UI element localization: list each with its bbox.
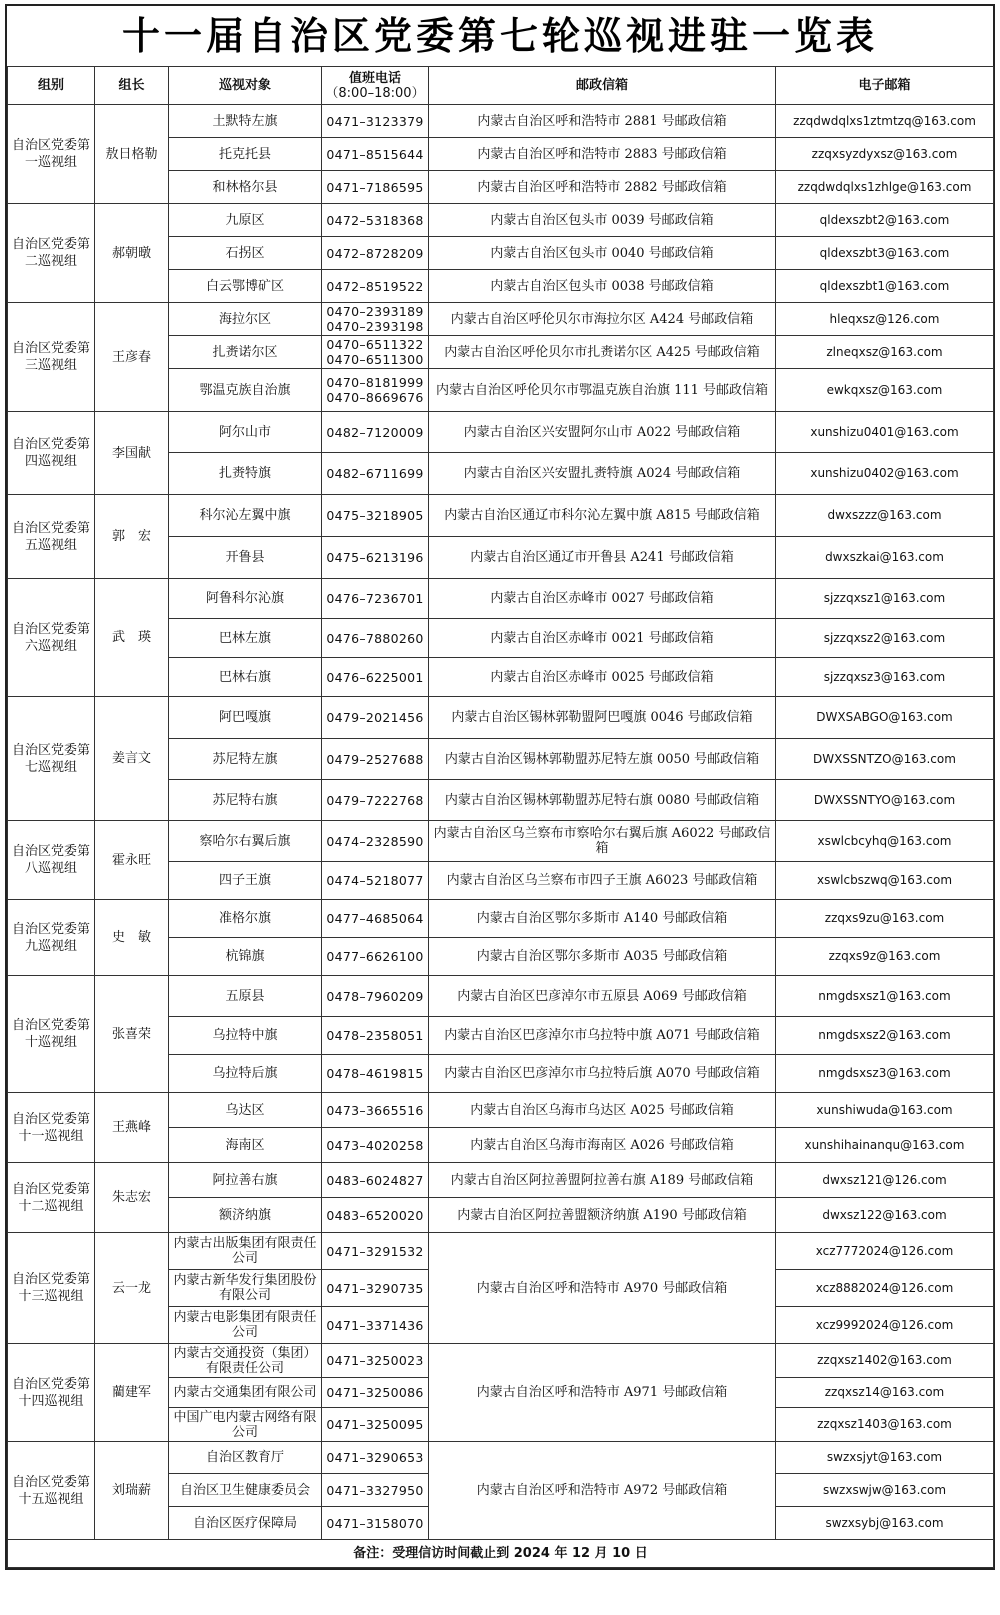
postal-mailbox: 内蒙古自治区包头市 0038 号邮政信箱 [429, 270, 776, 303]
email-address: dwxsz122@163.com [776, 1198, 994, 1233]
inspection-target: 鄂温克族自治旗 [169, 369, 322, 412]
duty-phone-cell [322, 976, 429, 1017]
inspection-target: 内蒙古交通投资（集团）有限责任公司 [169, 1344, 322, 1378]
inspection-target: 四子王旗 [169, 862, 322, 900]
email-address: dwxszkai@163.com [776, 537, 994, 579]
group-leader: 郭 宏 [95, 495, 169, 579]
table-row [8, 204, 994, 237]
group-leader: 郝朝暾 [95, 204, 169, 303]
group-leader: 藺建军 [95, 1344, 169, 1442]
duty-phone-cell [322, 1093, 429, 1128]
email-address: qldexszbt1@163.com [776, 270, 994, 303]
email-address: swzxsjyt@163.com [776, 1442, 994, 1474]
email-address: swzxswjw@163.com [776, 1474, 994, 1507]
group-leader: 史 敏 [95, 900, 169, 976]
table-row [8, 1163, 994, 1198]
duty-phone: 0482–6711699 [326, 466, 424, 481]
duty-phone: 0471–3371436 [326, 1317, 424, 1333]
postal-mailbox: 内蒙古自治区锡林郭勒盟苏尼特右旗 0080 号邮政信箱 [429, 780, 776, 821]
duty-phone-cell [322, 204, 429, 237]
inspection-target: 察哈尔右翼后旗 [169, 821, 322, 862]
postal-mailbox: 内蒙古自治区乌兰察布市察哈尔右翼后旗 A6022 号邮政信箱 [429, 821, 776, 862]
inspection-target: 土默特左旗 [169, 105, 322, 138]
inspection-target: 开鲁县 [169, 537, 322, 579]
inspection-target: 苏尼特左旗 [169, 739, 322, 780]
email-address: xcz9992024@126.com [776, 1307, 994, 1344]
postal-mailbox: 内蒙古自治区呼和浩特市 2883 号邮政信箱 [429, 138, 776, 171]
table-row [8, 1233, 994, 1270]
postal-mailbox: 内蒙古自治区赤峰市 0025 号邮政信箱 [429, 658, 776, 697]
group-leader: 敖日格勒 [95, 105, 169, 204]
inspection-target: 内蒙古电影集团有限责任公司 [169, 1307, 322, 1344]
inspection-target: 海拉尔区 [169, 303, 322, 336]
duty-phone-cell [322, 821, 429, 862]
duty-phone-cell [322, 1128, 429, 1163]
header-phone-hours: （8:00–18:00） [325, 85, 425, 101]
duty-phone-cell [322, 369, 429, 412]
header-email: 电子邮箱 [776, 67, 994, 105]
table-row [8, 1093, 994, 1128]
inspection-target: 内蒙古新华发行集团股份有限公司 [169, 1270, 322, 1307]
duty-phone-cell [322, 1408, 429, 1442]
postal-mailbox: 内蒙古自治区阿拉善盟阿拉善右旗 A189 号邮政信箱 [429, 1163, 776, 1198]
postal-mailbox: 内蒙古自治区呼和浩特市 A972 号邮政信箱 [429, 1442, 776, 1540]
group-leader: 武 瑛 [95, 579, 169, 697]
postal-mailbox: 内蒙古自治区锡林郭勒盟阿巴嘎旗 0046 号邮政信箱 [429, 697, 776, 739]
inspection-target: 九原区 [169, 204, 322, 237]
group-name: 自治区党委第七巡视组 [8, 697, 95, 821]
email-address: zzqxsz1403@163.com [776, 1408, 994, 1442]
duty-phone: 0470–8181999 [326, 375, 424, 390]
inspection-target: 乌达区 [169, 1093, 322, 1128]
table-row [8, 495, 994, 537]
inspection-target: 乌拉特中旗 [169, 1017, 322, 1055]
duty-phone: 0473–4020258 [326, 1137, 424, 1153]
inspection-target: 阿尔山市 [169, 412, 322, 453]
duty-phone: 0471–3327950 [326, 1482, 424, 1498]
postal-mailbox: 内蒙古自治区巴彦淖尔市乌拉特后旗 A070 号邮政信箱 [429, 1055, 776, 1093]
email-address: zzqxs9zu@163.com [776, 900, 994, 938]
duty-phone: 0483–6024827 [326, 1172, 424, 1188]
postal-mailbox: 内蒙古自治区兴安盟扎赉特旗 A024 号邮政信箱 [429, 453, 776, 495]
duty-phone: 0471–3250095 [326, 1417, 424, 1432]
group-leader: 云一龙 [95, 1233, 169, 1344]
postal-mailbox: 内蒙古自治区赤峰市 0021 号邮政信箱 [429, 619, 776, 658]
inspection-target: 巴林右旗 [169, 658, 322, 697]
duty-phone-cell [322, 1198, 429, 1233]
email-address: nmgdsxsz1@163.com [776, 976, 994, 1017]
inspection-target: 阿巴嘎旗 [169, 697, 322, 739]
group-name: 自治区党委第五巡视组 [8, 495, 95, 579]
postal-mailbox: 内蒙古自治区呼伦贝尔市鄂温克族自治旗 111 号邮政信箱 [429, 369, 776, 412]
table-row [8, 900, 994, 938]
postal-mailbox: 内蒙古自治区呼和浩特市 A970 号邮政信箱 [429, 1233, 776, 1344]
duty-phone: 0470–6511300 [326, 352, 424, 367]
email-address: xunshiwuda@163.com [776, 1093, 994, 1128]
email-address: dwxszzz@163.com [776, 495, 994, 537]
email-address: xcz7772024@126.com [776, 1233, 994, 1270]
duty-phone-cell [322, 1344, 429, 1378]
duty-phone: 0471–3250086 [326, 1385, 424, 1400]
duty-phone: 0472–8519522 [326, 278, 424, 294]
email-address: dwxsz121@126.com [776, 1163, 994, 1198]
group-name: 自治区党委第十五巡视组 [8, 1442, 95, 1540]
postal-mailbox: 内蒙古自治区兴安盟阿尔山市 A022 号邮政信箱 [429, 412, 776, 453]
postal-mailbox: 内蒙古自治区巴彦淖尔市五原县 A069 号邮政信箱 [429, 976, 776, 1017]
inspection-target: 准格尔旗 [169, 900, 322, 938]
duty-phone: 0477–6626100 [326, 949, 424, 964]
inspection-target: 中国广电内蒙古网络有限公司 [169, 1408, 322, 1442]
table-row [8, 579, 994, 619]
duty-phone-cell [322, 1270, 429, 1307]
duty-phone-cell [322, 658, 429, 697]
inspection-target: 额济纳旗 [169, 1198, 322, 1233]
email-address: zzqxsz14@163.com [776, 1378, 994, 1408]
duty-phone: 0475–3218905 [326, 508, 424, 523]
duty-phone: 0482–7120009 [326, 424, 424, 440]
note-row [8, 1540, 994, 1568]
group-name: 自治区党委第三巡视组 [8, 303, 95, 412]
email-address: hleqxsz@126.com [776, 303, 994, 336]
duty-phone: 0477–4685064 [326, 911, 424, 926]
inspection-target: 杭锦旗 [169, 938, 322, 976]
inspection-target: 石拐区 [169, 237, 322, 270]
footer-note: 备注：受理信访时间截止到 2024 年 12 月 10 日 [8, 1540, 994, 1568]
email-address: xswlcbszwq@163.com [776, 862, 994, 900]
duty-phone: 0470–2393198 [326, 319, 424, 334]
duty-phone: 0479–2527688 [326, 751, 424, 767]
email-address: sjzzqxsz3@163.com [776, 658, 994, 697]
group-name: 自治区党委第六巡视组 [8, 579, 95, 697]
group-leader: 王彦春 [95, 303, 169, 412]
group-name: 自治区党委第九巡视组 [8, 900, 95, 976]
inspection-target: 托克托县 [169, 138, 322, 171]
document-page [5, 4, 995, 1570]
email-address: nmgdsxsz2@163.com [776, 1017, 994, 1055]
group-leader: 王燕峰 [95, 1093, 169, 1163]
inspection-target: 海南区 [169, 1128, 322, 1163]
duty-phone-cell [322, 1442, 429, 1474]
inspection-target: 自治区卫生健康委员会 [169, 1474, 322, 1507]
email-address: DWXSSNTYO@163.com [776, 780, 994, 821]
email-address: zzqxsz1402@163.com [776, 1344, 994, 1378]
duty-phone: 0471–3123379 [326, 113, 424, 129]
duty-phone-cell [322, 171, 429, 204]
email-address: xunshizu0401@163.com [776, 412, 994, 453]
group-leader: 朱志宏 [95, 1163, 169, 1233]
group-name: 自治区党委第十一巡视组 [8, 1093, 95, 1163]
duty-phone-cell [322, 1378, 429, 1408]
table-row [8, 697, 994, 739]
inspection-target: 五原县 [169, 976, 322, 1017]
duty-phone: 0470–8669676 [326, 390, 424, 405]
inspection-target: 白云鄂博矿区 [169, 270, 322, 303]
duty-phone: 0476–6225001 [326, 669, 424, 685]
postal-mailbox: 内蒙古自治区呼和浩特市 A971 号邮政信箱 [429, 1344, 776, 1442]
duty-phone: 0471–3291532 [326, 1243, 424, 1259]
group-name: 自治区党委第十巡视组 [8, 976, 95, 1093]
table-row [8, 1344, 994, 1378]
duty-phone: 0474–2328590 [326, 833, 424, 849]
duty-phone: 0478–7960209 [326, 988, 424, 1004]
duty-phone-cell [322, 412, 429, 453]
duty-phone-cell [322, 900, 429, 938]
inspection-table [7, 66, 994, 1568]
email-address: qldexszbt3@163.com [776, 237, 994, 270]
duty-phone-cell [322, 270, 429, 303]
duty-phone-cell [322, 1474, 429, 1507]
duty-phone: 0478–4619815 [326, 1066, 424, 1081]
inspection-target: 自治区医疗保障局 [169, 1507, 322, 1540]
postal-mailbox: 内蒙古自治区鄂尔多斯市 A035 号邮政信箱 [429, 938, 776, 976]
group-leader: 张喜荣 [95, 976, 169, 1093]
duty-phone: 0470–6511322 [326, 337, 424, 352]
header-mailbox: 邮政信箱 [429, 67, 776, 105]
table-row [8, 976, 994, 1017]
postal-mailbox: 内蒙古自治区呼伦贝尔市海拉尔区 A424 号邮政信箱 [429, 303, 776, 336]
duty-phone: 0476–7880260 [326, 630, 424, 646]
email-address: ewkqxsz@163.com [776, 369, 994, 412]
duty-phone: 0470–2393189 [326, 304, 424, 319]
group-name: 自治区党委第十三巡视组 [8, 1233, 95, 1344]
email-address: xunshizu0402@163.com [776, 453, 994, 495]
postal-mailbox: 内蒙古自治区乌兰察布市四子王旗 A6023 号邮政信箱 [429, 862, 776, 900]
email-address: swzxsybj@163.com [776, 1507, 994, 1540]
email-address: qldexszbt2@163.com [776, 204, 994, 237]
inspection-target: 巴林左旗 [169, 619, 322, 658]
duty-phone-cell [322, 495, 429, 537]
email-address: DWXSABGO@163.com [776, 697, 994, 739]
header-phone-label: 值班电话 [348, 70, 401, 86]
email-address: nmgdsxsz3@163.com [776, 1055, 994, 1093]
inspection-target: 扎赉诺尔区 [169, 336, 322, 369]
duty-phone: 0483–6520020 [326, 1207, 424, 1223]
duty-phone: 0471–7186595 [326, 179, 424, 195]
email-address: sjzzqxsz2@163.com [776, 619, 994, 658]
postal-mailbox: 内蒙古自治区呼和浩特市 2882 号邮政信箱 [429, 171, 776, 204]
duty-phone: 0471–3290653 [326, 1450, 424, 1465]
duty-phone-cell [322, 537, 429, 579]
inspection-target: 扎赉特旗 [169, 453, 322, 495]
inspection-target: 乌拉特后旗 [169, 1055, 322, 1093]
header-target: 巡视对象 [169, 67, 322, 105]
duty-phone: 0471–3158070 [326, 1515, 424, 1531]
email-address: xswlcbcyhq@163.com [776, 821, 994, 862]
postal-mailbox: 内蒙古自治区赤峰市 0027 号邮政信箱 [429, 579, 776, 619]
table-row [8, 105, 994, 138]
duty-phone-cell [322, 237, 429, 270]
postal-mailbox: 内蒙古自治区锡林郭勒盟苏尼特左旗 0050 号邮政信箱 [429, 739, 776, 780]
email-address: zzqdwdqlxs1ztmtzq@163.com [776, 105, 994, 138]
postal-mailbox: 内蒙古自治区乌海市乌达区 A025 号邮政信箱 [429, 1093, 776, 1128]
email-address: xunshihainanqu@163.com [776, 1128, 994, 1163]
group-name: 自治区党委第四巡视组 [8, 412, 95, 495]
postal-mailbox: 内蒙古自治区巴彦淖尔市乌拉特中旗 A071 号邮政信箱 [429, 1017, 776, 1055]
postal-mailbox: 内蒙古自治区包头市 0040 号邮政信箱 [429, 237, 776, 270]
duty-phone-cell [322, 303, 429, 336]
email-address: zzqdwdqlxs1zhlge@163.com [776, 171, 994, 204]
group-name: 自治区党委第十四巡视组 [8, 1344, 95, 1442]
email-address: zlneqxsz@163.com [776, 336, 994, 369]
duty-phone: 0471–3250023 [326, 1353, 424, 1368]
table-body [8, 105, 994, 1540]
group-leader: 姜言文 [95, 697, 169, 821]
duty-phone-cell [322, 336, 429, 369]
duty-phone-cell [322, 1055, 429, 1093]
duty-phone: 0479–7222768 [326, 792, 424, 808]
inspection-target: 阿鲁科尔沁旗 [169, 579, 322, 619]
duty-phone-cell [322, 1017, 429, 1055]
group-name: 自治区党委第八巡视组 [8, 821, 95, 900]
duty-phone-cell [322, 1307, 429, 1344]
duty-phone-cell [322, 780, 429, 821]
postal-mailbox: 内蒙古自治区呼和浩特市 2881 号邮政信箱 [429, 105, 776, 138]
duty-phone-cell [322, 1233, 429, 1270]
inspection-target: 科尔沁左翼中旗 [169, 495, 322, 537]
duty-phone-cell [322, 938, 429, 976]
duty-phone: 0471–3290735 [326, 1280, 424, 1296]
duty-phone: 0473–3665516 [326, 1102, 424, 1118]
email-address: zzqxsyzdyxsz@163.com [776, 138, 994, 171]
table-row [8, 1442, 994, 1474]
email-address: zzqxs9z@163.com [776, 938, 994, 976]
duty-phone-cell [322, 1163, 429, 1198]
email-address: DWXSSNTZO@163.com [776, 739, 994, 780]
duty-phone: 0479–2021456 [326, 710, 424, 725]
header-phone [322, 67, 429, 105]
duty-phone-cell [322, 697, 429, 739]
group-leader: 李国献 [95, 412, 169, 495]
postal-mailbox: 内蒙古自治区通辽市科尔沁左翼中旗 A815 号邮政信箱 [429, 495, 776, 537]
postal-mailbox: 内蒙古自治区阿拉善盟额济纳旗 A190 号邮政信箱 [429, 1198, 776, 1233]
duty-phone: 0471–8515644 [326, 146, 424, 162]
postal-mailbox: 内蒙古自治区乌海市海南区 A026 号邮政信箱 [429, 1128, 776, 1163]
duty-phone: 0476–7236701 [326, 591, 424, 606]
header-row [8, 67, 994, 105]
duty-phone-cell [322, 138, 429, 171]
header-group: 组别 [8, 67, 95, 105]
page-title: 十一届自治区党委第七轮巡视进驻一览表 [121, 14, 878, 58]
group-name: 自治区党委第十二巡视组 [8, 1163, 95, 1233]
table-row [8, 821, 994, 862]
duty-phone-cell [322, 619, 429, 658]
duty-phone-cell [322, 105, 429, 138]
table-row [8, 412, 994, 453]
email-address: xcz8882024@126.com [776, 1270, 994, 1307]
duty-phone: 0475–6213196 [326, 550, 424, 565]
table-row [8, 303, 994, 336]
postal-mailbox: 内蒙古自治区通辽市开鲁县 A241 号邮政信箱 [429, 537, 776, 579]
group-leader: 刘瑞薪 [95, 1442, 169, 1540]
inspection-target: 内蒙古出版集团有限责任公司 [169, 1233, 322, 1270]
inspection-target: 内蒙古交通集团有限公司 [169, 1378, 322, 1408]
postal-mailbox: 内蒙古自治区鄂尔多斯市 A140 号邮政信箱 [429, 900, 776, 938]
header-leader: 组长 [95, 67, 169, 105]
inspection-target: 自治区教育厅 [169, 1442, 322, 1474]
duty-phone-cell [322, 739, 429, 780]
duty-phone: 0478–2358051 [326, 1028, 424, 1043]
group-name: 自治区党委第二巡视组 [8, 204, 95, 303]
duty-phone-cell [322, 862, 429, 900]
duty-phone-cell [322, 579, 429, 619]
inspection-target: 苏尼特右旗 [169, 780, 322, 821]
postal-mailbox: 内蒙古自治区包头市 0039 号邮政信箱 [429, 204, 776, 237]
postal-mailbox: 内蒙古自治区呼伦贝尔市扎赉诺尔区 A425 号邮政信箱 [429, 336, 776, 369]
duty-phone: 0474–5218077 [326, 873, 424, 888]
group-leader: 霍永旺 [95, 821, 169, 900]
email-address: sjzzqxsz1@163.com [776, 579, 994, 619]
inspection-target: 和林格尔县 [169, 171, 322, 204]
duty-phone: 0472–5318368 [326, 212, 424, 228]
duty-phone-cell [322, 1507, 429, 1540]
group-name: 自治区党委第一巡视组 [8, 105, 95, 204]
duty-phone: 0472–8728209 [326, 245, 424, 261]
inspection-target: 阿拉善右旗 [169, 1163, 322, 1198]
duty-phone-cell [322, 453, 429, 495]
